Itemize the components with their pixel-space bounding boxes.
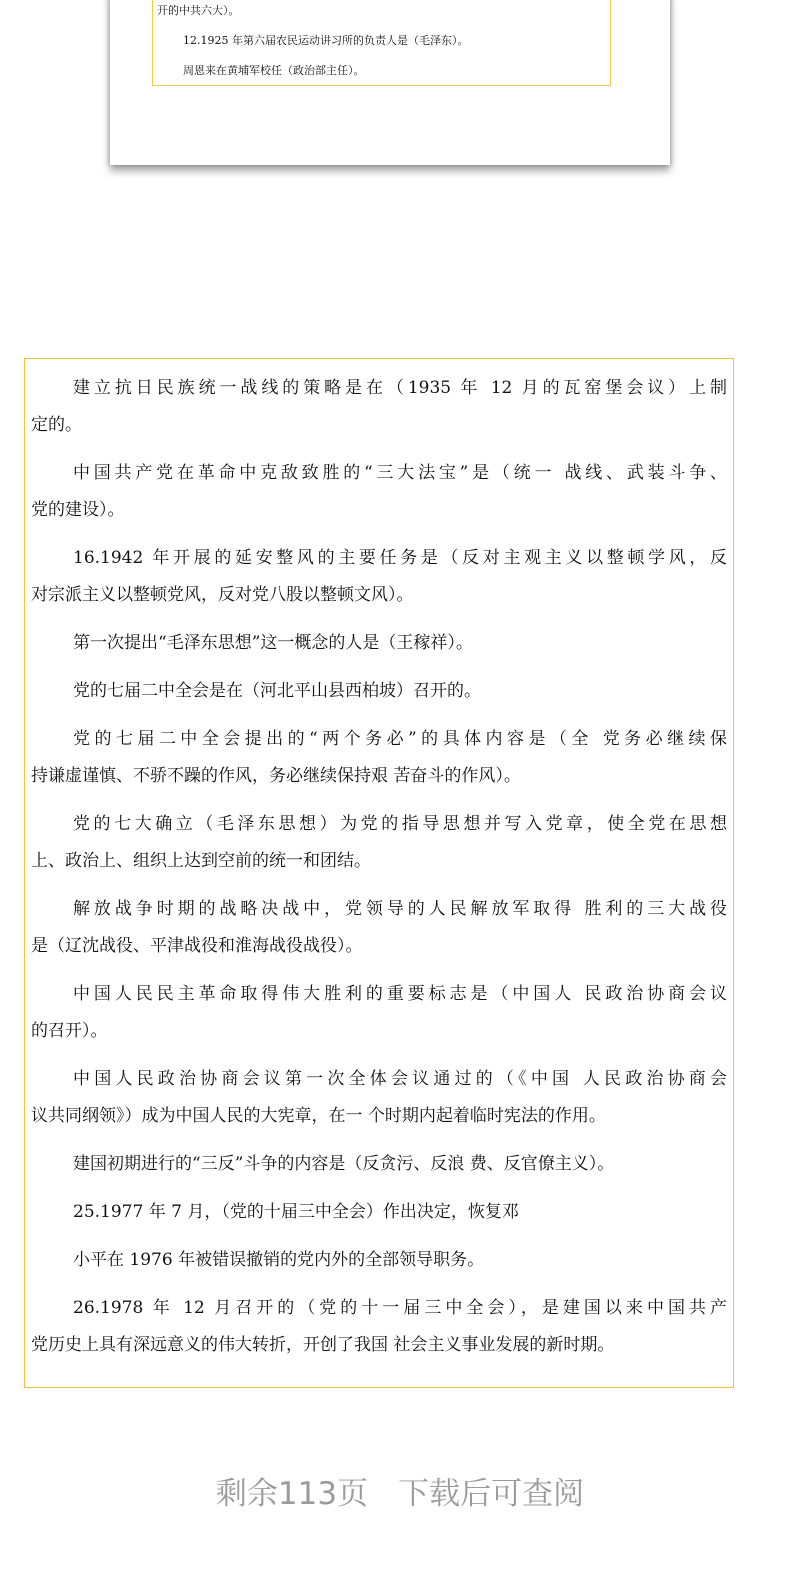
paragraph <box>31 540 727 614</box>
paragraph-line: 中国人民政治协商会议第一次全体会议通过的（《中国 人民政治协商会 <box>73 1069 727 1089</box>
paragraph-line: 中国共产党在革命中克敌致胜的“三大法宝”是（统一 战线、武装斗争、 <box>73 463 727 483</box>
paragraph-line: 党的七届二中全会是在（河北平山县西柏坡）召开的。 <box>73 681 481 701</box>
paragraph-line: 党的建设）。 <box>31 500 125 520</box>
paragraph <box>31 721 727 795</box>
paragraph-line: 建国初期进行的“三反”斗争的内容是（反贪污、反浪 费、反官僚主义）。 <box>73 1154 615 1174</box>
paragraph <box>31 673 727 710</box>
preview-page-card <box>110 0 670 165</box>
paragraph <box>31 1242 727 1279</box>
paragraph <box>31 455 727 529</box>
paragraph-line: 对宗派主义以整顿党风，反对党八股以整顿文风）。 <box>31 585 414 605</box>
paragraph-line: 中国人民民主革命取得伟大胜利的重要标志是（中国人 民政治协商会议 <box>73 984 727 1004</box>
paragraph-line: 党历史上具有深远意义的伟大转折，开创了我国 社会主义事业发展的新时期。 <box>31 1335 615 1355</box>
paragraph <box>31 1290 727 1364</box>
document-text-box <box>24 358 734 1388</box>
paragraph <box>31 1061 727 1135</box>
remaining-pages-label[interactable]: 剩余113页 <box>215 1476 369 1512</box>
paragraph <box>31 976 727 1050</box>
download-to-view-label[interactable]: 下载后可查阅 <box>398 1476 585 1512</box>
paragraph-line: 25.1977 年 7 月，（党的十届三中全会）作出决定，恢复邓 <box>73 1202 519 1222</box>
paragraph-line: 议共同纲领》）成为中国人民的大宪章，在一 个时期内起着临时宪法的作用。 <box>31 1106 606 1126</box>
paragraph-line: 党的七届二中全会提出的“两个务必”的具体内容是（全 党务必继续保 <box>73 729 727 749</box>
preview-line: 开的中共六大）。 <box>157 4 240 17</box>
paragraph-line: 定的。 <box>31 415 82 435</box>
paragraph <box>31 1146 727 1183</box>
download-prompt[interactable] <box>0 1468 800 1513</box>
preview-text-box <box>152 0 611 86</box>
paragraph-line: 持谦虚谨慎、不骄不躁的作风，务必继续保持艰 苦奋斗的作风）。 <box>31 766 521 786</box>
paragraph-line: 解放战争时期的战略决战中，党领导的人民解放军取得 胜利的三大战役 <box>73 899 727 919</box>
paragraph <box>31 891 727 965</box>
paragraph-line: 小平在 1976 年被错误撤销的党内外的全部领导职务。 <box>73 1250 485 1270</box>
paragraph-line: 第一次提出“毛泽东思想”这一概念的人是（王稼祥）。 <box>73 633 473 653</box>
preview-line: 12.1925 年第六届农民运动讲习所的负责人是（毛泽东）。 <box>183 34 469 47</box>
paragraph <box>31 806 727 880</box>
paragraph-line: 建立抗日民族统一战线的策略是在（1935 年 12 月的瓦窑堡会议）上制 <box>73 378 727 398</box>
paragraph-line: 是（辽沈战役、平津战役和淮海战役战役）。 <box>31 936 363 956</box>
paragraph-line: 上、政治上、组织上达到空前的统一和团结。 <box>31 851 371 871</box>
paragraph-line: 党的七大确立（毛泽东思想）为党的指导思想并写入党章，使全党在思想 <box>73 814 727 834</box>
paragraph-line: 的召开）。 <box>31 1021 108 1041</box>
paragraph <box>31 625 727 662</box>
paragraph-line: 16.1942 年开展的延安整风的主要任务是（反对主观主义以整顿学风，反 <box>73 548 727 568</box>
paragraph <box>31 370 727 444</box>
preview-line: 周恩来在黄埔军校任（政治部主任）。 <box>183 64 365 77</box>
paragraph-line: 26.1978 年 12 月召开的（党的十一届三中全会），是建国以来中国共产 <box>73 1298 727 1318</box>
paragraph <box>31 1194 727 1231</box>
